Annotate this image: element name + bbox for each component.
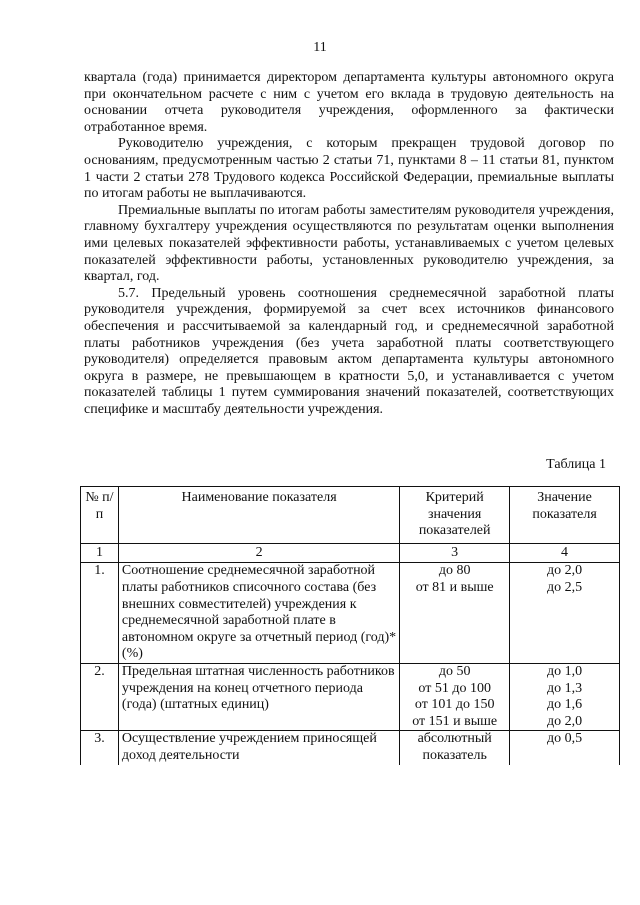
- row-name: Соотношение среднемесячной заработной платы работников списочного состава (без внешних совместителей) учреждения к среднемесячной заработной плате в автономном округе за отчетный период (год)* (%): [118, 563, 399, 664]
- table-row: [81, 731, 620, 765]
- row-criteria: [400, 663, 510, 730]
- page-number: 11: [313, 40, 327, 55]
- value-item: до 1,3: [546, 680, 583, 696]
- value-item: до 0,5: [546, 731, 583, 747]
- row-num: 2.: [81, 663, 119, 730]
- criterion-item: от 101 до 150: [414, 697, 495, 713]
- criterion-item: от 81 и выше: [415, 579, 494, 595]
- criterion-item: от 151 и выше: [412, 713, 498, 729]
- column-number: 4: [510, 543, 620, 563]
- table-caption: Таблица 1: [546, 457, 606, 472]
- row-values: [510, 731, 620, 765]
- criterion-item: до 80: [438, 563, 471, 579]
- column-number-row: [81, 543, 620, 563]
- criterion-item: абсолютный показатель: [417, 731, 492, 763]
- column-number: 2: [118, 543, 399, 563]
- paragraph-termination: Руководителю учреждения, с которым прекращен трудовой договор по основаниям, предусмотренным частью 2 статьи 71, пунктами 8 – 11 статьи 81, пунктом 1 части 2 статьи 278 Трудового кодекса Российской Федерации, премиальные выплаты по итогам работы не выплачиваются.: [84, 136, 614, 202]
- row-values: [510, 563, 620, 664]
- criterion-item: от 51 до 100: [418, 680, 491, 696]
- indicators-table: [80, 486, 620, 765]
- row-num: 3.: [81, 731, 119, 765]
- value-item: до 1,0: [546, 663, 583, 679]
- value-item: до 2,0: [546, 563, 583, 579]
- header-value: Значение показателя: [510, 487, 620, 544]
- row-criteria: [400, 563, 510, 664]
- value-item: до 2,0: [546, 713, 583, 729]
- row-name: Осуществление учреждением приносящей доход деятельности: [118, 731, 399, 765]
- table-header-row: [81, 487, 620, 544]
- row-num: 1.: [81, 563, 119, 664]
- body-text: [84, 70, 614, 418]
- row-criteria: [400, 731, 510, 765]
- criterion-item: до 50: [438, 663, 471, 679]
- paragraph-deputies-bonus: Премиальные выплаты по итогам работы заместителям руководителя учреждения, главному бухгалтеру учреждения осуществляются по результатам оценки выполнения ими целевых показателей эффективности работы, устанавливаемых с учетом целевых показателей эффективности работы, установленных руководителю учреждения, за квартал, год.: [84, 202, 614, 285]
- row-values: [510, 663, 620, 730]
- column-number: 1: [81, 543, 119, 563]
- value-item: до 1,6: [546, 697, 583, 713]
- paragraph-continuation: квартала (года) принимается директором департамента культуры автономного округа при окончательном расчете с ним с учетом его вклада в трудовую деятельность на основании отчета руководителя учреждения, оформленного за фактически отработанное время.: [84, 70, 614, 135]
- value-item: до 2,5: [546, 579, 583, 595]
- header-criterion: Критерий значения показателей: [400, 487, 510, 544]
- header-name: Наименование показателя: [118, 487, 399, 544]
- row-name: Предельная штатная численность работников учреждения на конец отчетного периода (года) (штатных единиц): [118, 663, 399, 730]
- header-num: № п/п: [81, 487, 119, 544]
- column-number: 3: [400, 543, 510, 563]
- table-row: [81, 663, 620, 730]
- table-row: [81, 563, 620, 664]
- paragraph-5-7: 5.7. Предельный уровень соотношения среднемесячной заработной платы руководителя учреждения, формируемой за счет всех источников финансового обеспечения и рассчитываемой за календарный год, и среднемесячной заработной платы работников учреждения (без учета заработной платы соответствующего руководителя) определяется правовым актом департамента культуры автономного округа в размере, не превышающем в кратности 5,0, и устанавливается с учетом показателей таблицы 1 путем суммирования значений показателей, соответствующих специфике и масштабу деятельности учреждения.: [84, 285, 614, 417]
